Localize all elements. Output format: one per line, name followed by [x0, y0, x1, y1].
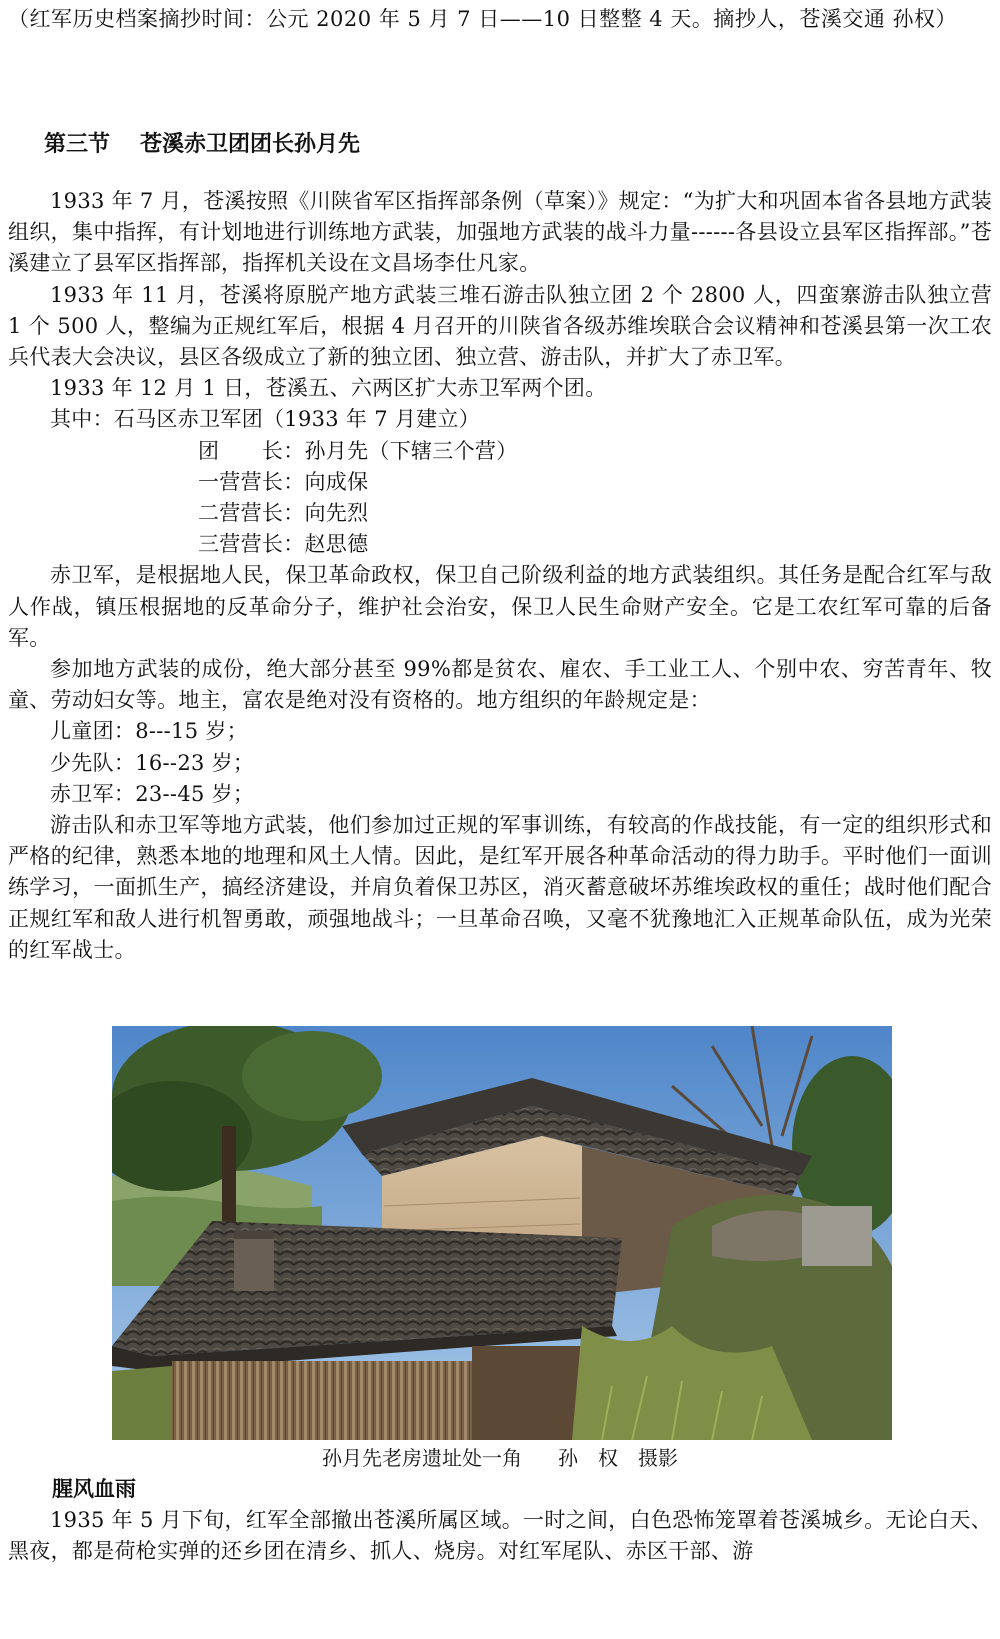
regiment-line: 其中：石马区赤卫军团（1933 年 7 月建立）: [50, 407, 481, 432]
age-rule-line: 少先队：16--23 岁；: [50, 750, 255, 775]
section-heading: [44, 130, 360, 160]
paragraph: 赤卫军，是根据地人民，保卫革命政权，保卫自己阶级利益的地方武装组织。其任务是配合红军与敌人作战，镇压根据地的反革命分子，维护社会治安，保卫人民生命财产安全。它是工农红军可靠的后备军。: [8, 563, 992, 650]
paragraph: 1933 年 11 月，苍溪将原脱产地方武装三堆石游击队独立团 2 个 2800 人，四蛮寨游击队独立营 1 个 500 人，整编为正规红军后，根据 4 月召开的川陕省各级苏维埃联合会议精神和苍溪县第一次工农兵代表大会决议，县区各级成立了新的独立团、独立营、游击队，并扩大了赤卫军。: [8, 282, 992, 370]
paragraph: 1933 年 12 月 1 日，苍溪五、六两区扩大赤卫军两个团。: [50, 376, 607, 401]
age-rule-line: 儿童团：8---15 岁；: [50, 719, 248, 744]
old-house-photo: [112, 1026, 892, 1440]
age-rule-line: 赤卫军：23--45 岁；: [50, 781, 255, 806]
caption-text: 孙月先老房遗址处一角: [322, 1446, 522, 1470]
leader-line: 二营营长：向先烈: [198, 501, 369, 526]
section-number: 第三节: [44, 132, 111, 157]
paragraph: 1933 年 7 月，苍溪按照《川陕省军区指挥部条例（草案）》规定：“为扩大和巩固本省各县地方武装组织，集中指挥，有计划地进行训练地方武装，加强地方武装的战斗力量------各县设立县军区指挥部。”苍溪建立了县军区指挥部，指挥机关设在文昌场李仕凡家。: [8, 189, 992, 276]
subheading: 腥风血雨: [52, 1477, 136, 1501]
paragraph: 游击队和赤卫军等地方武装，他们参加过正规的军事训练，有较高的作战技能，有一定的组织形式和严格的纪律，熟悉本地的地理和风土人情。因此，是红军开展各种革命活动的得力助手。平时他们一面训练学习，一面抓生产，搞经济建设，并肩负着保卫苏区，消灭蓄意破坏苏维埃政权的重任；战时他们配合正规红军和敌人进行机智勇敢，顽强地战斗；一旦革命召唤，又毫不犹豫地汇入正规革命队伍，成为光荣的红军战士。: [8, 813, 992, 962]
section-title: 苍溪赤卫团团长孙月先: [140, 132, 361, 157]
caption-author: 孙 权 摄影: [558, 1446, 678, 1470]
tail-body: [8, 1505, 992, 1567]
leader-line: 一营营长：向成保: [198, 469, 369, 494]
paragraph: 参加地方武装的成份，绝大部分甚至 99%都是贫农、雇农、手工业工人、个别中农、穷苦青年、牧童、劳动妇女等。地主，富农是绝对没有资格的。地方组织的年龄规定是：: [8, 657, 992, 713]
paragraph: 1935 年 5 月下旬，红军全部撤出苍溪所属区域。一时之间，白色恐怖笼罩着苍溪城乡。无论白天、黑夜，都是荷枪实弹的还乡团在清乡、抓人、烧房。对红军尾队、赤区干部、游: [8, 1508, 992, 1564]
main-body: [8, 186, 992, 966]
archive-note: （红军历史档案摘抄时间：公元 2020 年 5 月 7 日——10 日整整 4 天。摘抄人，苍溪交通 孙权）: [8, 7, 957, 31]
photo-caption: [0, 1443, 1000, 1473]
leader-line: 三营营长：赵思德: [198, 532, 369, 557]
leader-line: 团 长：孙月先（下辖三个营）: [198, 438, 518, 463]
